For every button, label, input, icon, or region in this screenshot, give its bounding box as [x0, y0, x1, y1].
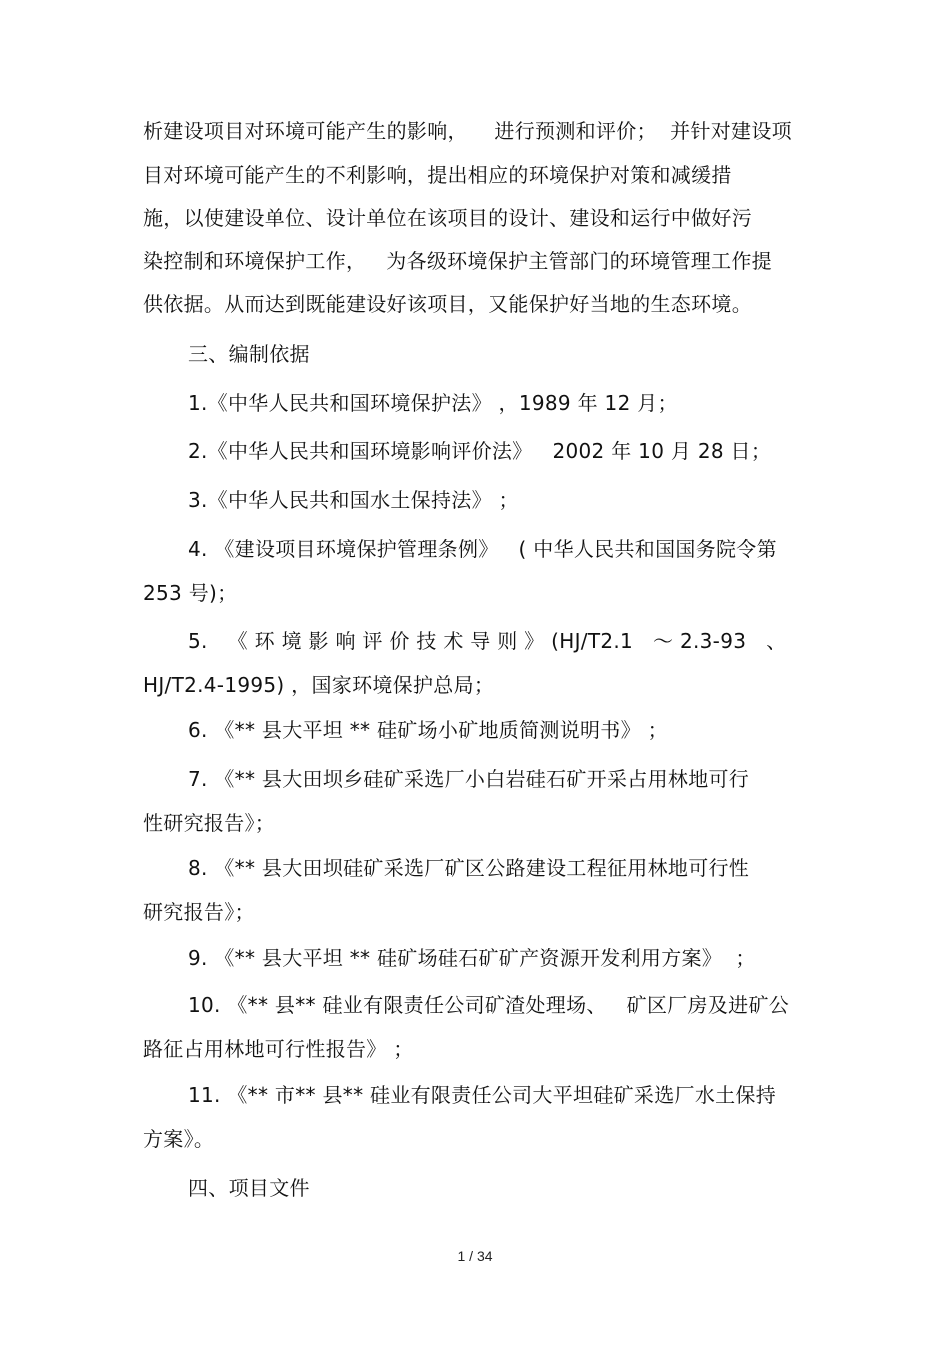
reference-item-11: 11. 《** 市** 县** 硅业有限责任公司大平坦硅矿采选厂水土保持 [188, 1083, 777, 1107]
reference-item-7-cont: 性研究报告》； [143, 811, 276, 835]
reference-item-11-cont: 方案》。 [143, 1127, 215, 1151]
reference-item-3: 3.《中华人民共和国水土保持法》 ； [188, 488, 519, 512]
page-number: 1 / 34 [457, 1248, 493, 1264]
body-line-1: 析建设项目对环境可能产生的影响， 进行预测和评价； 并针对建设项 [143, 119, 792, 143]
reference-item-2: 2.《中华人民共和国环境影响评价法》 2002 年 10 月 28 日； [188, 439, 772, 463]
reference-item-7: 7. 《** 县大田坝乡硅矿采选厂小白岩硅石矿开采占用林地可行 [188, 767, 750, 791]
body-line-4: 染控制和环境保护工作， 为各级环境保护主管部门的环境管理工作提 [143, 249, 772, 273]
reference-item-4: 4. 《建设项目环境保护管理条例》 ( 中华人民共和国国务院令第 [188, 537, 777, 561]
section-heading-3: 三、编制依据 [188, 342, 310, 366]
section-heading-4: 四、项目文件 [188, 1176, 310, 1200]
reference-item-10: 10. 《** 县** 硅业有限责任公司矿渣处理场、 矿区厂房及进矿公 [188, 993, 790, 1017]
reference-item-4-cont: 253 号)； [143, 581, 238, 605]
reference-item-5-cont: HJ/T2.4-1995) ，国家环境保护总局； [143, 673, 495, 697]
body-line-2: 目对环境可能产生的不利影响，提出相应的环境保护对策和减缓措 [143, 163, 732, 187]
reference-item-1: 1.《中华人民共和国环境保护法》 ，1989 年 12 月； [188, 391, 678, 415]
reference-item-8: 8. 《** 县大田坝硅矿采选厂矿区公路建设工程征用林地可行性 [188, 856, 750, 880]
reference-item-10-cont: 路征占用林地可行性报告》 ； [143, 1037, 414, 1061]
reference-item-8-cont: 研究报告》； [143, 900, 255, 924]
body-line-3: 施，以使建设单位、设计单位在该项目的设计、建设和运行中做好污 [143, 206, 752, 230]
body-line-5: 供依据。从而达到既能建设好该项目，又能保护好当地的生态环境。 [143, 292, 752, 316]
reference-item-9: 9. 《** 县大平坦 ** 硅矿场硅石矿矿产资源开发利用方案》 ； [188, 946, 756, 970]
reference-item-6: 6. 《** 县大平坦 ** 硅矿场小矿地质简测说明书》 ； [188, 718, 668, 742]
reference-item-5: 5. 《 环 境 影 响 评 价 技 术 导 则 》 (HJ/T2.1 ～ 2.3-93 、 [188, 629, 787, 653]
